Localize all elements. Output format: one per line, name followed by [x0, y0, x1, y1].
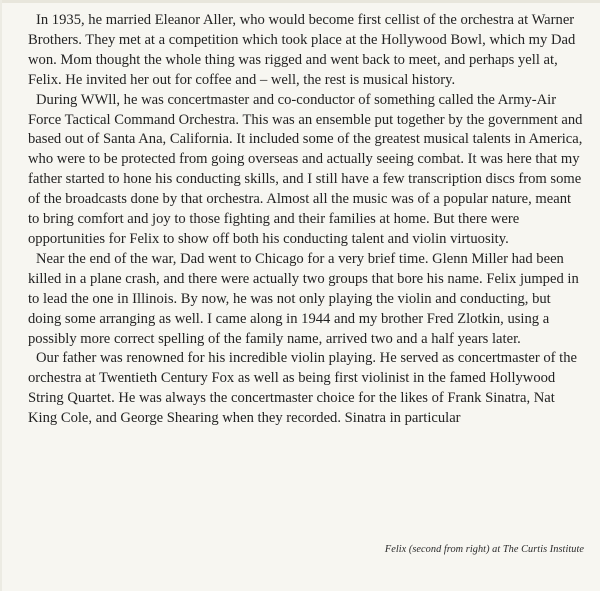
body-text [28, 11, 584, 429]
paragraph-violin: Our father was renowned for his incredible violin playing. He served as concertmaster of the orchestra at Twentieth Century Fox as well as being first violinist in the famed Hollywood String Quartet. He was always the concertmaster choice for the likes of Frank Sinatra, Nat King Cole, and George Shearing when they recorded. Sinatra in particular [28, 350, 577, 427]
page-left-edge [0, 0, 2, 591]
page-top-edge [0, 0, 600, 3]
paragraph-marriage: In 1935, he married Eleanor Aller, who would become first cellist of the orchestra at Warner Brothers. They met at a competition which took place at the Hollywood Bowl, which my Dad won. Mom thought the whole thing was rigged and went back to meet, and perhaps yell at, Felix. He invited her out for coffee and – well, the rest is musical history. [28, 12, 576, 88]
paragraph-chicago: Near the end of the war, Dad went to Chicago for a very brief time. Glenn Miller had been killed in a plane crash, and there were actually two groups that bore his name. Felix jumped in to lead the one in Illinois. By now, he was not only playing the violin and conducting, but doing some arranging as well. I came along in 1944 and my brother Fred Zlotkin, using a possibly more correct spelling of the family name, arrived two and a half years later. [28, 250, 579, 347]
paragraph-wwii: During WWll, he was concertmaster and co-conductor of something called the Army-Air Force Tactical Command Orchestra. This was an ensemble put together by the government and based out of Santa Ana, California. It included some of the greatest musical talents in America, who were to be protected from going overseas and actually seeing combat. It was here that my father started to hone his conducting skills, and I still have a few transcription discs from some of the broadcasts done by that orchestra. Almost all the music was of a popular nature, meant to bring comfort and joy to those fighting and their families at home. But there were opportunities for Felix to show off both his conducting talent and violin virtuosity. [28, 91, 583, 247]
photo-caption: Felix (second from right) at The Curtis Institute [384, 544, 584, 555]
